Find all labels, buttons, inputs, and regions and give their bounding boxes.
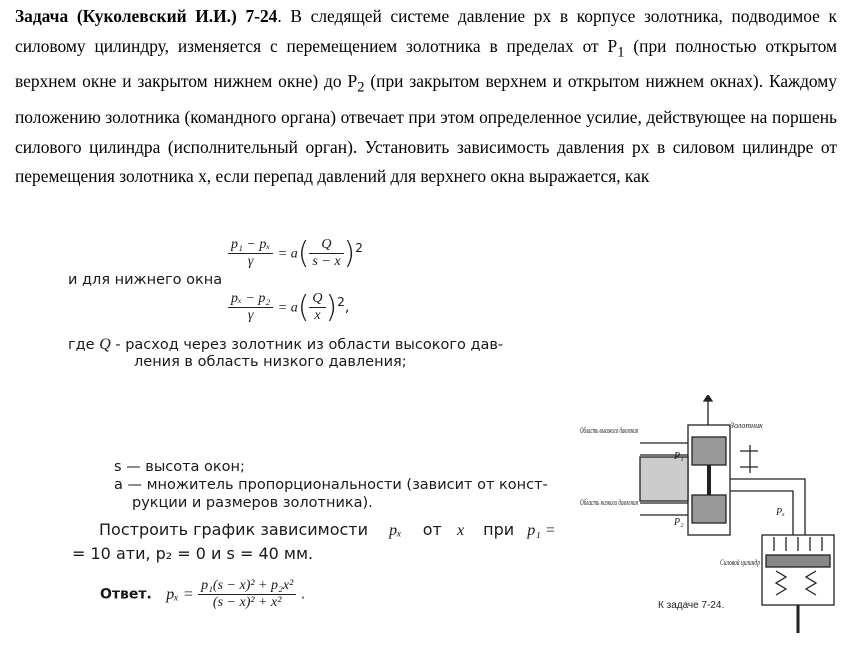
problem-paragraph — [15, 2, 837, 192]
low-pressure-channel — [640, 503, 688, 515]
label-px: Pₓ — [776, 507, 785, 518]
problem-text-3: (при закрытом верхнем и открытом нижнем окнах). Каждому положению золотника (командного органа) отвечает при этом определенное усилие, действующее на поршень силового цилиндра (исполнительный орган). Установить зависимость давления рх в силовом цилиндре от перемещения золотника х, если перепад давлений для верхнего окна выражается, как — [15, 71, 837, 187]
answer-denominator: (s − x)² + x² — [212, 595, 282, 610]
answer-label: Ответ. — [100, 586, 152, 603]
task-x: x — [456, 522, 465, 539]
a-definition-1: a — множитель пропорциональности (зависит от конст- — [114, 477, 548, 493]
where-line-1 — [68, 336, 503, 354]
formula-upper-window: $\frac{\text{p₁ − pₓ}}{\gamma}$ = a( $\frac{Q}{s - x}$ )$^2$ — [228, 236, 363, 271]
task-px: pₓ — [389, 522, 402, 539]
answer-numerator: p₁(s − x)² + p₂x² — [198, 578, 296, 595]
problem-title: Задача (Куколевский И.И.) 7-24 — [15, 6, 278, 26]
task-line-2: = 10 ати, p₂ = 0 и s = 40 мм. — [72, 544, 314, 563]
label-p1: P₁ — [674, 451, 684, 462]
spool-upper-land — [692, 437, 726, 465]
f2-eq: = a — [277, 300, 298, 316]
housing-hatch-left — [640, 457, 688, 501]
f2-inner-den: x — [314, 308, 321, 323]
label-high-pressure: Область высокого давления — [580, 426, 639, 435]
f1-exponent: 2 — [355, 240, 363, 255]
outlet-pipe — [730, 479, 805, 535]
where-prefix: где — [68, 337, 95, 353]
f2-inner-num: Q — [309, 291, 325, 308]
f2-exponent: 2 — [337, 294, 345, 309]
scan-bottom — [88, 458, 578, 512]
where-q: Q — [99, 336, 111, 353]
label-spool: Золотник — [730, 421, 763, 430]
answer — [100, 578, 305, 611]
subscript-1: 1 — [617, 43, 625, 60]
spool-lower-land — [692, 495, 726, 523]
task-mid: от — [422, 520, 442, 539]
lower-window-label: и для нижнего окна — [68, 272, 223, 288]
task-p1: p₁ = — [527, 522, 556, 539]
formula-lower-window: $\frac{\text{pₓ − p₂}}{\gamma}$ = a( $\frac{Q}{x}$ )$^2$, — [228, 290, 349, 325]
label-cylinder: Силовой цилиндр — [720, 558, 760, 567]
task-at: при — [483, 520, 515, 539]
f1-inner-num: Q — [309, 237, 343, 254]
f1-inner-den: s − x — [312, 254, 341, 269]
subscript-2: 2 — [357, 79, 365, 96]
f2-denominator: γ — [247, 308, 254, 323]
answer-dot: . — [300, 586, 306, 603]
cylinder-piston — [766, 555, 830, 567]
s-definition: s — высота окон; — [114, 459, 245, 475]
answer-lhs: pₓ = — [166, 585, 194, 603]
figure-drawing — [580, 395, 840, 640]
f1-denominator: γ — [247, 254, 254, 269]
f1-eq: = a — [277, 246, 298, 262]
label-low-pressure: Область низкого давления — [580, 498, 639, 507]
arrow-up-icon — [704, 395, 712, 401]
where-text-1: - расход через золотник из области высокого дав- — [115, 337, 504, 353]
a-definition-2: рукции и размеров золотника). — [132, 495, 373, 511]
where-line-2: ления в область низкого давления; — [134, 354, 407, 370]
task-text: Построить график зависимости — [99, 520, 369, 539]
figure-caption: К задаче 7-24. — [658, 600, 725, 611]
label-p2: P₂ — [674, 517, 684, 528]
problem-text-2: (при полностью открытом верхнем окне и закрытом нижнем окне) до Р — [15, 35, 837, 92]
cylinder-spring — [776, 571, 816, 595]
task-line-1 — [99, 520, 556, 540]
f2-numerator: pₓ − p₂ — [228, 291, 273, 308]
problem-text-1: . В следящей системе давление рх в корпусе золотника, подводимое к силовому цилиндру, изменяется с перемещением золотника в пределах от Р — [15, 6, 837, 56]
f1-numerator: p₁ − pₓ — [228, 237, 273, 254]
spool-valve-figure — [580, 395, 840, 640]
